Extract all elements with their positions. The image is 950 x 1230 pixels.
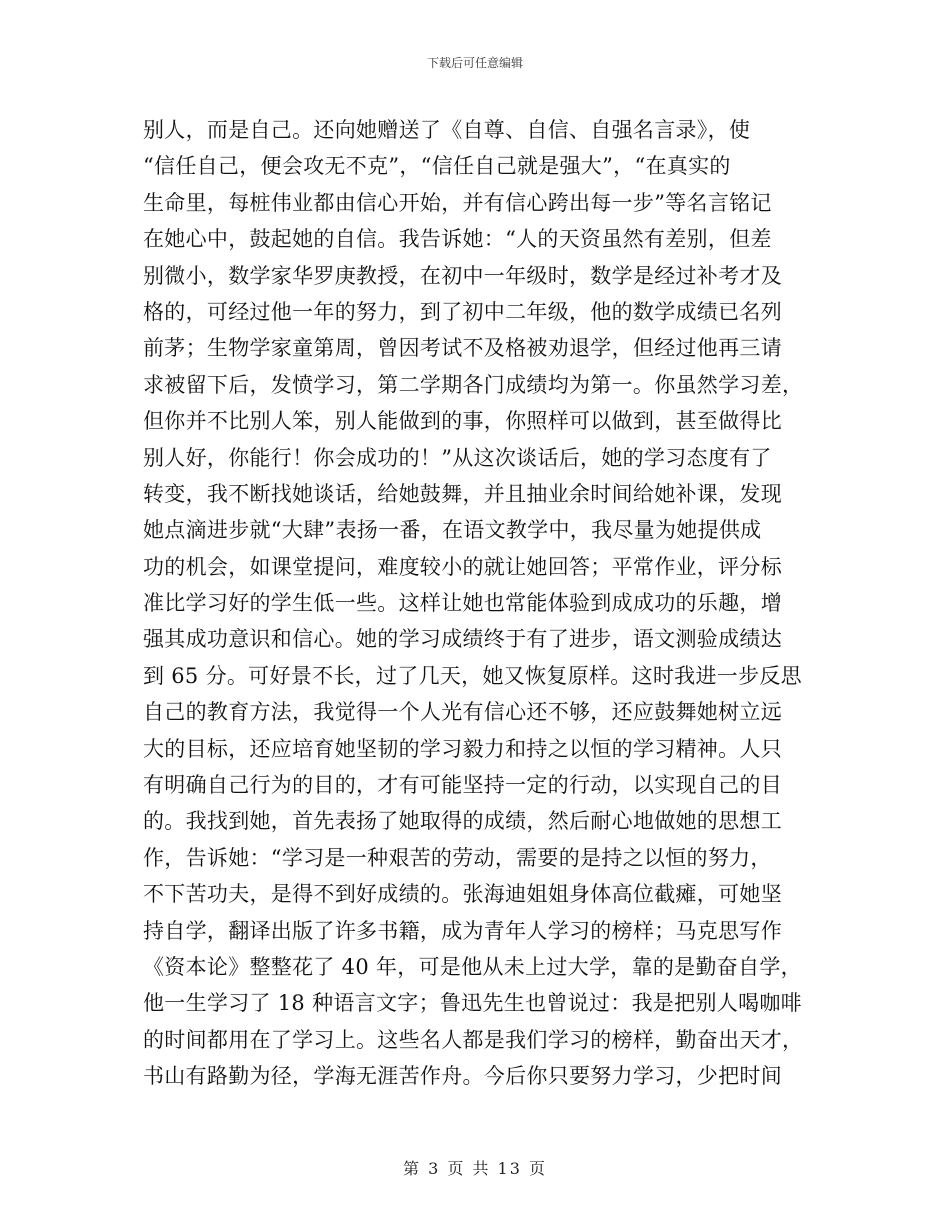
body-line: 生命里，每桩伟业都由信心开始，并有信心跨出每一步”等名言铭记: [143, 190, 772, 215]
body-line: 自己的教育方法，我觉得一个人光有信心还不够，还应鼓舞她树立远: [143, 700, 782, 725]
body-line: 作，告诉她：“学习是一种艰苦的劳动，需要的是持之以恒的努力，: [143, 845, 772, 870]
body-line: 持自学，翻译出版了许多书籍，成为青年人学习的榜样；马克思写作: [143, 918, 782, 943]
body-line: 《资本论》整整花了 40 年，可是他从未上过大学，靠的是勤奋自学，: [143, 954, 802, 979]
body-line: 别微小，数学家华罗庚教授，在初中一年级时，数学是经过补考才及: [143, 263, 782, 288]
body-line: 书山有路勤为径，学海无涯苦作舟。今后你只要努力学习，少把时间: [143, 1064, 782, 1089]
body-line: 她点滴进步就“大肆”表扬一番，在语文教学中，我尽量为她提供成: [143, 518, 762, 543]
body-line: 的。我找到她，首先表扬了她取得的成绩，然后耐心地做她的思想工: [143, 809, 782, 834]
body-line: 前茅；生物学家童第周，曾因考试不及格被劝退学，但经过他再三请: [143, 336, 782, 361]
body-line: 求被留下后，发愤学习，第二学期各门成绩均为第一。你虽然学习差，: [143, 372, 804, 397]
body-line: 别人好，你能行！你会成功的！”从这次谈话后，她的学习态度有了: [143, 445, 772, 470]
body-line: 不下苦功夫，是得不到好成绩的。张海迪姐姐身体高位截瘫，可她坚: [143, 882, 782, 907]
body-line: 在她心中，鼓起她的自信。我告诉她：“人的天资虽然有差别，但差: [143, 227, 772, 252]
body-line: “信任自己，便会攻无不克”，“信任自己就是强大”，“在真实的: [143, 154, 731, 179]
body-line: 大的目标，还应培育她坚韧的学习毅力和持之以恒的学习精神。人只: [143, 736, 782, 761]
body-line: 功的机会，如课堂提问，难度较小的就让她回答；平常作业，评分标: [143, 554, 782, 579]
body-line: 有明确自己行为的目的，才有可能坚持一定的行动，以实现自己的目: [143, 773, 782, 798]
page-header: 下载后可任意编辑: [426, 56, 523, 70]
document-body: [143, 112, 808, 1095]
body-line: 他一生学习了 18 种语言文字；鲁迅先生也曾说过：我是把别人喝咖啡: [143, 991, 802, 1016]
body-line: 到 65 分。可好景不长，过了几天，她又恢复原样。这时我进一步反思: [143, 663, 802, 688]
body-line: 准比学习好的学生低一些。这样让她也常能体验到成成功的乐趣，增: [143, 591, 782, 616]
body-line: 别人，而是自己。还向她赠送了《自尊、自信、自强名言录》，使: [143, 118, 751, 142]
body-line: 但你并不比别人笨，别人能做到的事，你照样可以做到，甚至做得比: [143, 409, 782, 434]
body-line: 强其成功意识和信心。她的学习成绩终于有了进步，语文测验成绩达: [143, 627, 782, 652]
body-line: 的时间都用在了学习上。这些名人都是我们学习的榜样，勤奋出天才，: [143, 1027, 804, 1052]
page-number-footer: 第 3 页 共 13 页: [403, 1159, 547, 1178]
body-line: 转变，我不断找她谈话，给她鼓舞，并且抽业余时间给她补课，发现: [143, 481, 782, 506]
body-line: 格的，可经过他一年的努力，到了初中二年级，他的数学成绩已名列: [143, 299, 782, 324]
